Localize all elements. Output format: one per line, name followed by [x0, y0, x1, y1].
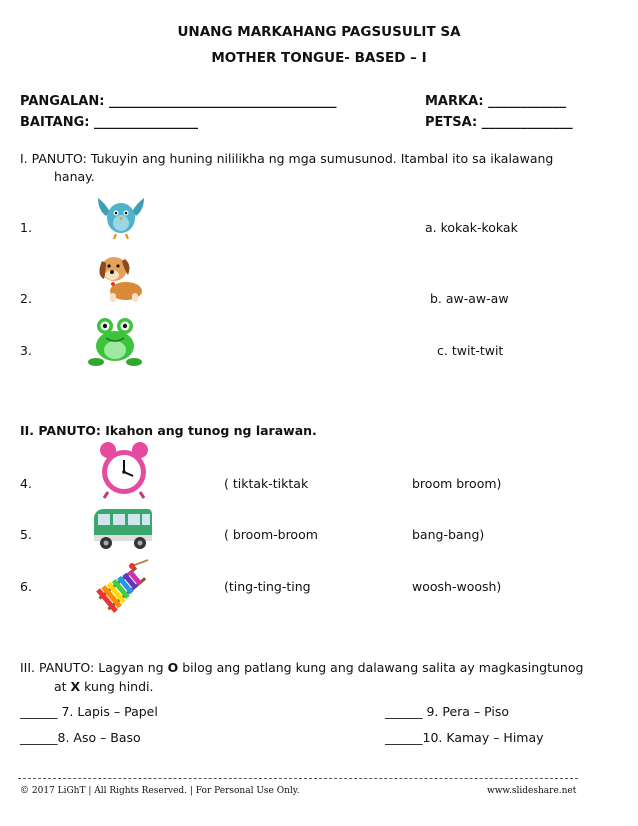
item-1-number: 1. [20, 220, 32, 235]
date-field[interactable]: PETSA: ______________ [425, 115, 573, 130]
xylophone-icon [92, 558, 152, 616]
bird-icon [92, 190, 150, 240]
item-4-number: 4. [20, 476, 32, 491]
footer-copyright: © 2017 LiGhT | All Rights Reserved. | For Personal Use Only. [20, 786, 300, 796]
item-1-choice: a. kokak-kokak [425, 220, 518, 235]
item-5-number: 5. [20, 527, 32, 542]
dog-icon [92, 247, 150, 305]
item-5-option-1[interactable]: ( broom-broom [224, 527, 318, 542]
symbol-x: X [70, 679, 81, 694]
frog-icon [86, 312, 144, 370]
grade-field[interactable]: BAITANG: ________________ [20, 115, 199, 130]
part3-instruction-text-c: at [54, 679, 71, 694]
symbol-o: O [167, 660, 179, 675]
item-10[interactable]: ______10. Kamay – Himay [385, 730, 544, 745]
footer-website[interactable]: www.slideshare.net [487, 786, 577, 796]
part3-instruction-text-d: kung hindi. [80, 679, 154, 694]
part3-instruction-text-a: III. PANUTO: Lagyan ng [20, 660, 168, 675]
part3-instruction-cont [54, 679, 153, 694]
part3-instruction-text-b: bilog ang patlang kung ang dalawang salita ay magkasingtunog [178, 660, 584, 675]
score-field[interactable]: MARKA: ____________ [425, 94, 567, 109]
item-5-option-2[interactable]: bang-bang) [412, 527, 485, 542]
title-line-2: MOTHER TONGUE- BASED – I [211, 50, 427, 66]
part3-instruction [20, 660, 583, 675]
part2-instruction: II. PANUTO: Ikahon ang tunog ng larawan. [20, 423, 317, 438]
item-8[interactable]: ______8. Aso – Baso [20, 730, 141, 745]
item-2-number: 2. [20, 291, 32, 306]
alarm-clock-icon [94, 440, 154, 500]
item-3-number: 3. [20, 343, 32, 358]
item-6-option-2[interactable]: woosh-woosh) [412, 579, 502, 594]
item-4-option-1[interactable]: ( tiktak-tiktak [224, 476, 309, 491]
item-6-option-1[interactable]: (ting-ting-ting [224, 579, 311, 594]
title-line-1: UNANG MARKAHANG PAGSUSULIT SA [177, 24, 461, 40]
name-field[interactable]: PANGALAN: ___________________________________ [20, 94, 337, 109]
item-9[interactable]: ______ 9. Pera – Piso [385, 704, 510, 719]
item-2-choice: b. aw-aw-aw [430, 291, 509, 306]
item-3-choice: c. twit-twit [437, 343, 504, 358]
item-6-number: 6. [20, 579, 32, 594]
item-4-option-2[interactable]: broom broom) [412, 476, 502, 491]
van-icon [90, 503, 156, 553]
item-7[interactable]: ______ 7. Lapis – Papel [20, 704, 158, 719]
part1-instruction-cont: hanay. [54, 169, 95, 184]
footer-divider [18, 778, 578, 779]
part1-instruction: I. PANUTO: Tukuyin ang huning nililikha ng mga sumusunod. Itambal ito sa ikalawang [20, 151, 554, 166]
